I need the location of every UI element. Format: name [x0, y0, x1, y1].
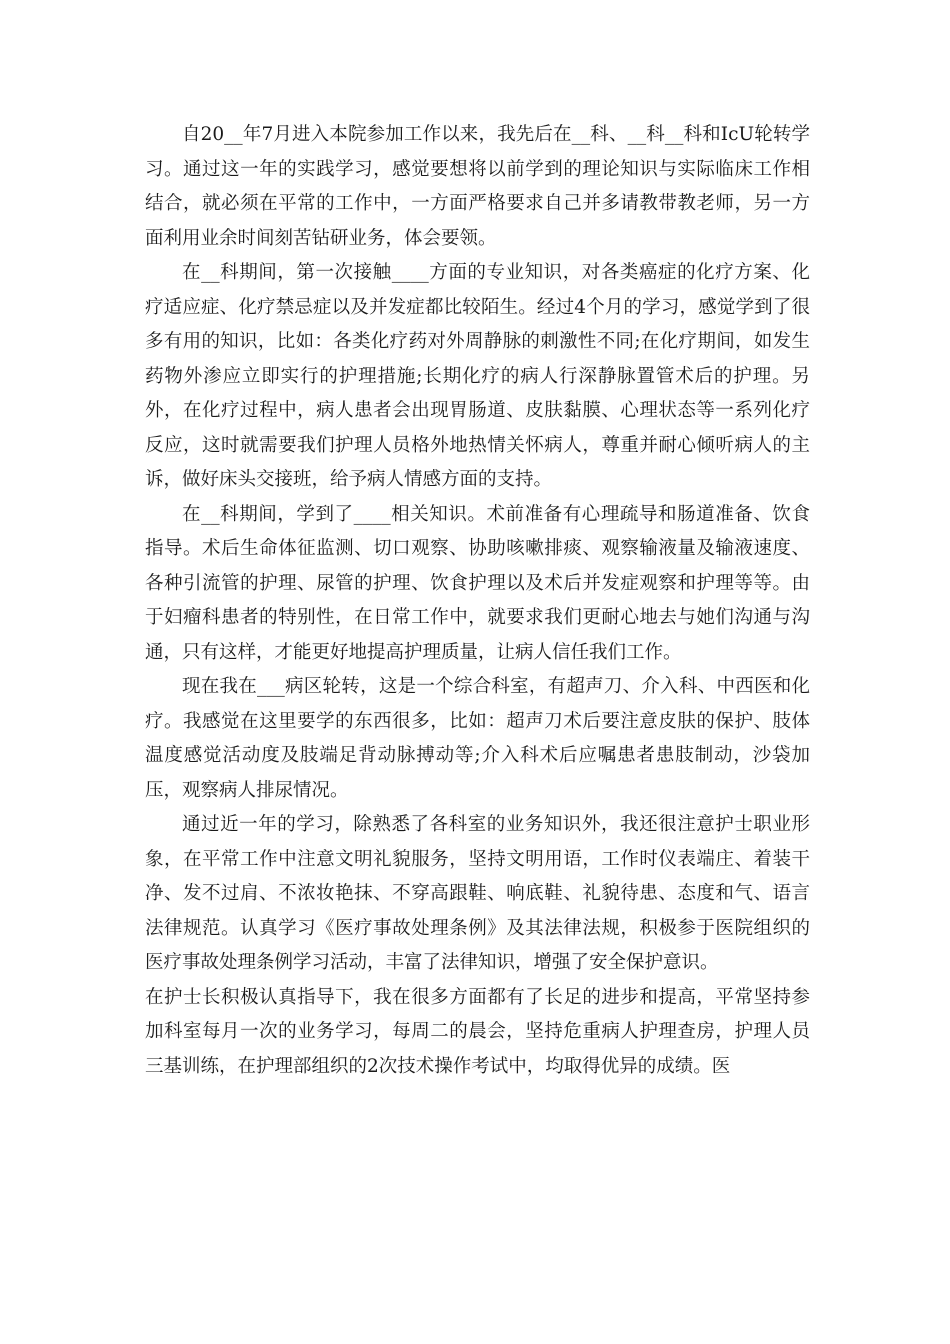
- paragraph-oncology: 在__科期间，第一次接触____方面的专业知识，对各类癌症的化疗方案、化疗适应症、化疗禁忌症以及并发症都比较陌生。经过4个月的学习，感觉学到了很多有用的知识，比如：各类化疗药对外周静脉的刺激性不同;在化疗期间，如发生药物外渗应立即实行的护理措施;长期化疗的病人行深静脉置管术后的护理。另外，在化疗过程中，病人患者会出现胃肠道、皮肤黏膜、心理状态等一系列化疗反应，这时就需要我们护理人员格外地热情关怀病人，尊重并耐心倾听病人的主诉，做好床头交接班，给予病人情感方面的支持。: [145, 262, 810, 490]
- paragraph-gynecology: 在__科期间，学到了____相关知识。术前准备有心理疏导和肠道准备、饮食指导。术后生命体征监测、切口观察、协助咳嗽排痰、观察输液量及输液速度、各种引流管的护理、尿管的护理、饮食护理以及术后并发症观察和护理等等。由于妇瘤科患者的特别性，在日常工作中，就要求我们更耐心地去与她们沟通与沟通，只有这样，才能更好地提高护理质量，让病人信任我们工作。: [145, 503, 810, 663]
- paragraph-intro: 自20__年7月进入本院参加工作以来，我先后在__科、__科__科和IcU轮转学习。通过这一年的实践学习，感觉要想将以前学到的理论知识与实际临床工作相结合，就必须在平常的工作中，一方面严格要求自己并多请教带教老师，另一方面利用业余时间刻苦钻研业务，体会要领。: [145, 124, 810, 249]
- document-body: [145, 118, 810, 1084]
- paragraph-head-nurse: 在护士长积极认真指导下，我在很多方面都有了长足的进步和提高，平常坚持参加科室每月一次的业务学习，每周二的晨会，坚持危重病人护理查房，护理人员三基训练，在护理部组织的2次技术操作考试中，均取得优异的成绩。医: [145, 986, 810, 1077]
- paragraph-professional-image: 通过近一年的学习，除熟悉了各科室的业务知识外，我还很注意护士职业形象，在平常工作中注意文明礼貌服务，坚持文明用语，工作时仪表端庄、着装干净、发不过肩、不浓妆艳抹、不穿高跟鞋、响底鞋、礼貌待患、态度和气、语言法律规范。认真学习《医疗事故处理条例》及其法律法规，积极参于医院组织的医疗事故处理条例学习活动，丰富了法律知识，增强了安全保护意识。: [145, 814, 810, 973]
- paragraph-current-ward: 现在我在___病区轮转，这是一个综合科室，有超声刀、介入科、中西医和化疗。我感觉在这里要学的东西很多，比如：超声刀术后要注意皮肤的保护、肢体温度感觉活动度及肢端足背动脉搏动等;介入科术后应嘱患者患肢制动，沙袋加压，观察病人排尿情况。: [145, 676, 810, 801]
